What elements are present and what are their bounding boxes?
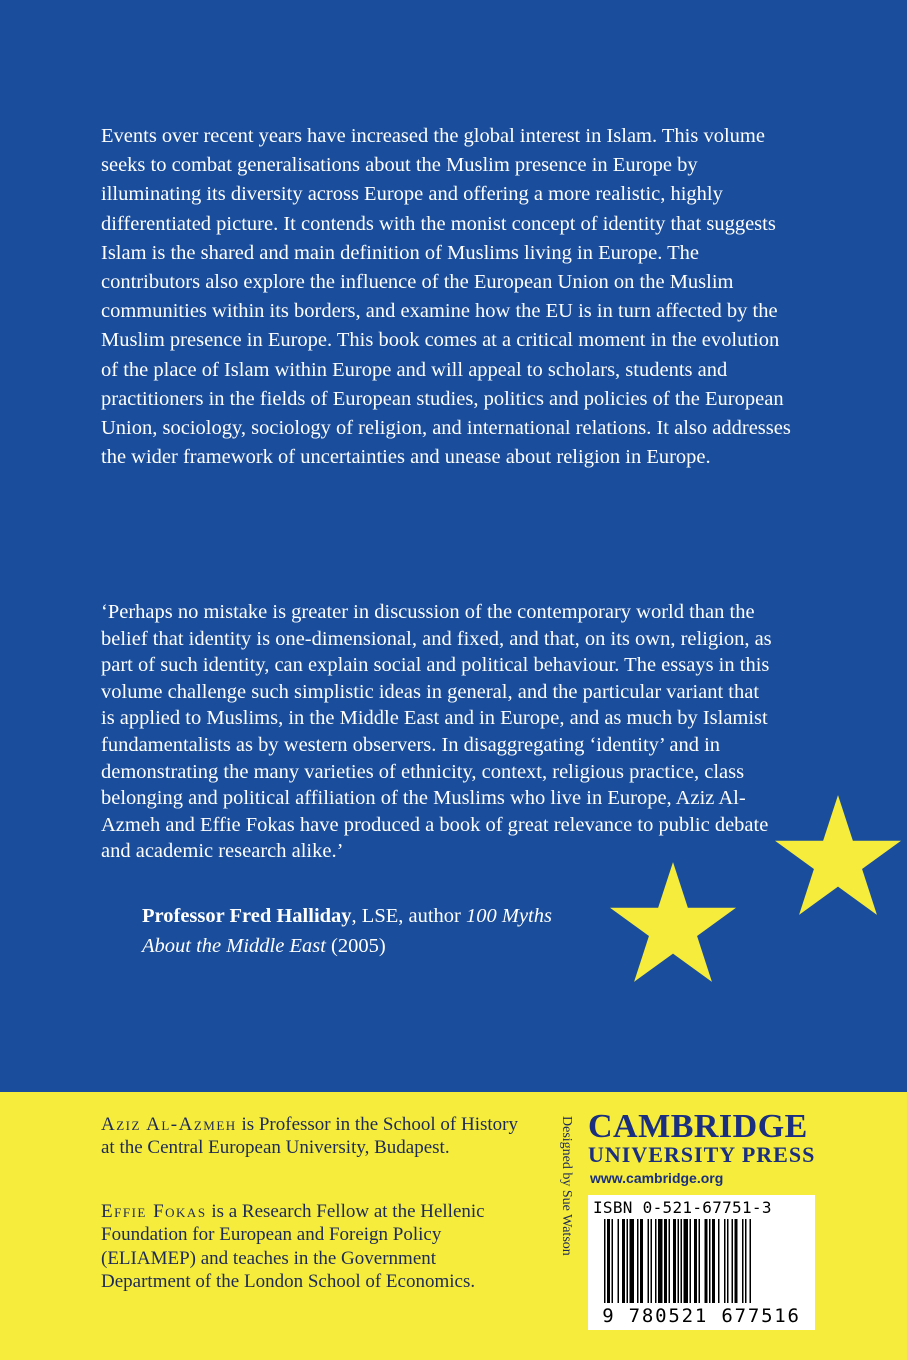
author-bio-text: is a Research Fellow at the Hellenic Foundation for European and Foreign Policy (ELIAMEP) and teaches in the Government Department of the London School of Economics. (101, 1201, 485, 1292)
author-name: Aziz Al-Azmeh (101, 1114, 237, 1135)
isbn-label: ISBN 0-521-67751-3 (593, 1198, 772, 1217)
barcode-icon (588, 1219, 815, 1307)
publisher-url: www.cambridge.org (590, 1170, 724, 1186)
endorser-book-year: (2005) (325, 934, 386, 957)
barcode-box (588, 1195, 815, 1330)
author-name: Effie Fokas (101, 1201, 207, 1222)
author-bio-fokas (101, 1200, 521, 1293)
publisher-logo-name: CAMBRIDGE (588, 1108, 808, 1145)
book-blurb: Events over recent years have increased the global interest in Islam. This volume seeks to combat generalisations about the Muslim presence in Europe by illuminating its diversity across Europe and offering a more realistic, highly differentiated picture. It contends with the monist concept of identity that suggests Islam is the shared and main definition of Muslims living in Europe. The contributors also explore the influence of the European Union on the Muslim communities within its borders, and examine how the EU is in turn affected by the Muslim presence in Europe. This book comes at a critical moment in the evolution of the place of Islam within Europe and will appeal to scholars, students and practitioners in the fields of European studies, politics and policies of the European Union, sociology, sociology of religion, and international relations. It also addresses the wider framework of uncertainties and unease about religion in Europe. (101, 125, 791, 469)
author-bio-text: is Professor in the School of History at the Central European University, Budapest. (101, 1114, 518, 1159)
eu-star-icon (775, 795, 901, 915)
endorsement-attribution (142, 902, 562, 961)
author-bio-al-azmeh (101, 1113, 521, 1160)
endorser-affiliation: , LSE, author (351, 905, 466, 927)
designer-credit: Designed by Sue Watson (559, 1116, 574, 1256)
barcode-number: 9 780521 677516 (602, 1305, 801, 1327)
endorser-book-title: 100 Myths About the Middle East (142, 905, 552, 957)
endorser-name: Professor Fred Halliday (142, 905, 352, 927)
publisher-logo-subtitle: UNIVERSITY PRESS (588, 1142, 816, 1167)
eu-star-icon (610, 862, 736, 982)
endorsement-quote: ‘Perhaps no mistake is greater in discussion of the contemporary world than the belief that identity is one-dimensional, and fixed, and that, on its own, religion, as part of such identity, can explain social and political behaviour. The essays in this volume challenge such simplistic ideas in general, and the particular variant that is applied to Muslims, in the Middle East and in Europe, and as much by Islamist fundamentalists as by western observers. In disaggregating ‘identity’ and in demonstrating the many varieties of ethnicity, context, religious practice, class belonging and political affiliation of the Muslims who live in Europe, Aziz Al-Azmeh and Effie Fokas have produced a book of great relevance to public debate and academic research alike.’ (101, 601, 772, 863)
